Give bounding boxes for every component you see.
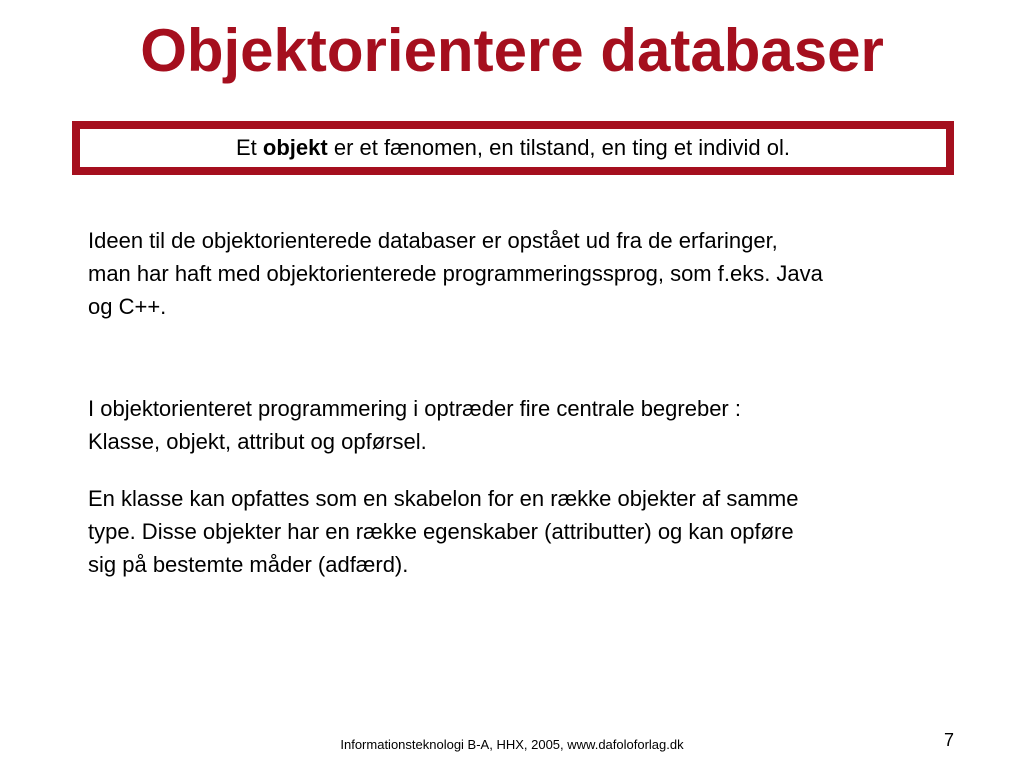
paragraph-concepts <box>88 392 958 458</box>
paragraph-line: I objektorienteret programmering i optræder fire centrale begreber : <box>88 396 741 421</box>
slide-title: Objektorientere databaser <box>140 17 884 84</box>
paragraph-line: og C++. <box>88 294 167 319</box>
paragraph-line: type. Disse objekter har en række egenskaber (attributter) og kan opføre <box>88 519 794 544</box>
paragraph-line: sig på bestemte måder (adfærd). <box>88 552 409 577</box>
definition-prefix: Et <box>236 135 257 160</box>
slide-footer: Informationsteknologi B-A, HHX, 2005, www.dafoloforlag.dk <box>340 737 684 752</box>
definition-box <box>72 121 954 175</box>
paragraph-class <box>88 482 958 581</box>
paragraph-line: man har haft med objektorienterede programmeringssprog, som f.eks. Java <box>88 261 823 286</box>
definition-bold-word: objekt <box>262 135 328 160</box>
paragraph-line: Ideen til de objektorienterede databaser er opstået ud fra de erfaringer, <box>88 228 778 253</box>
definition-suffix: er et fænomen, en tilstand, en ting et individ ol. <box>333 135 790 160</box>
paragraph-line: En klasse kan opfattes som en skabelon for en række objekter af samme <box>88 486 799 511</box>
paragraph-line: Klasse, objekt, attribut og opførsel. <box>88 429 427 454</box>
page-number: 7 <box>944 730 955 750</box>
paragraph-origin <box>88 224 958 323</box>
